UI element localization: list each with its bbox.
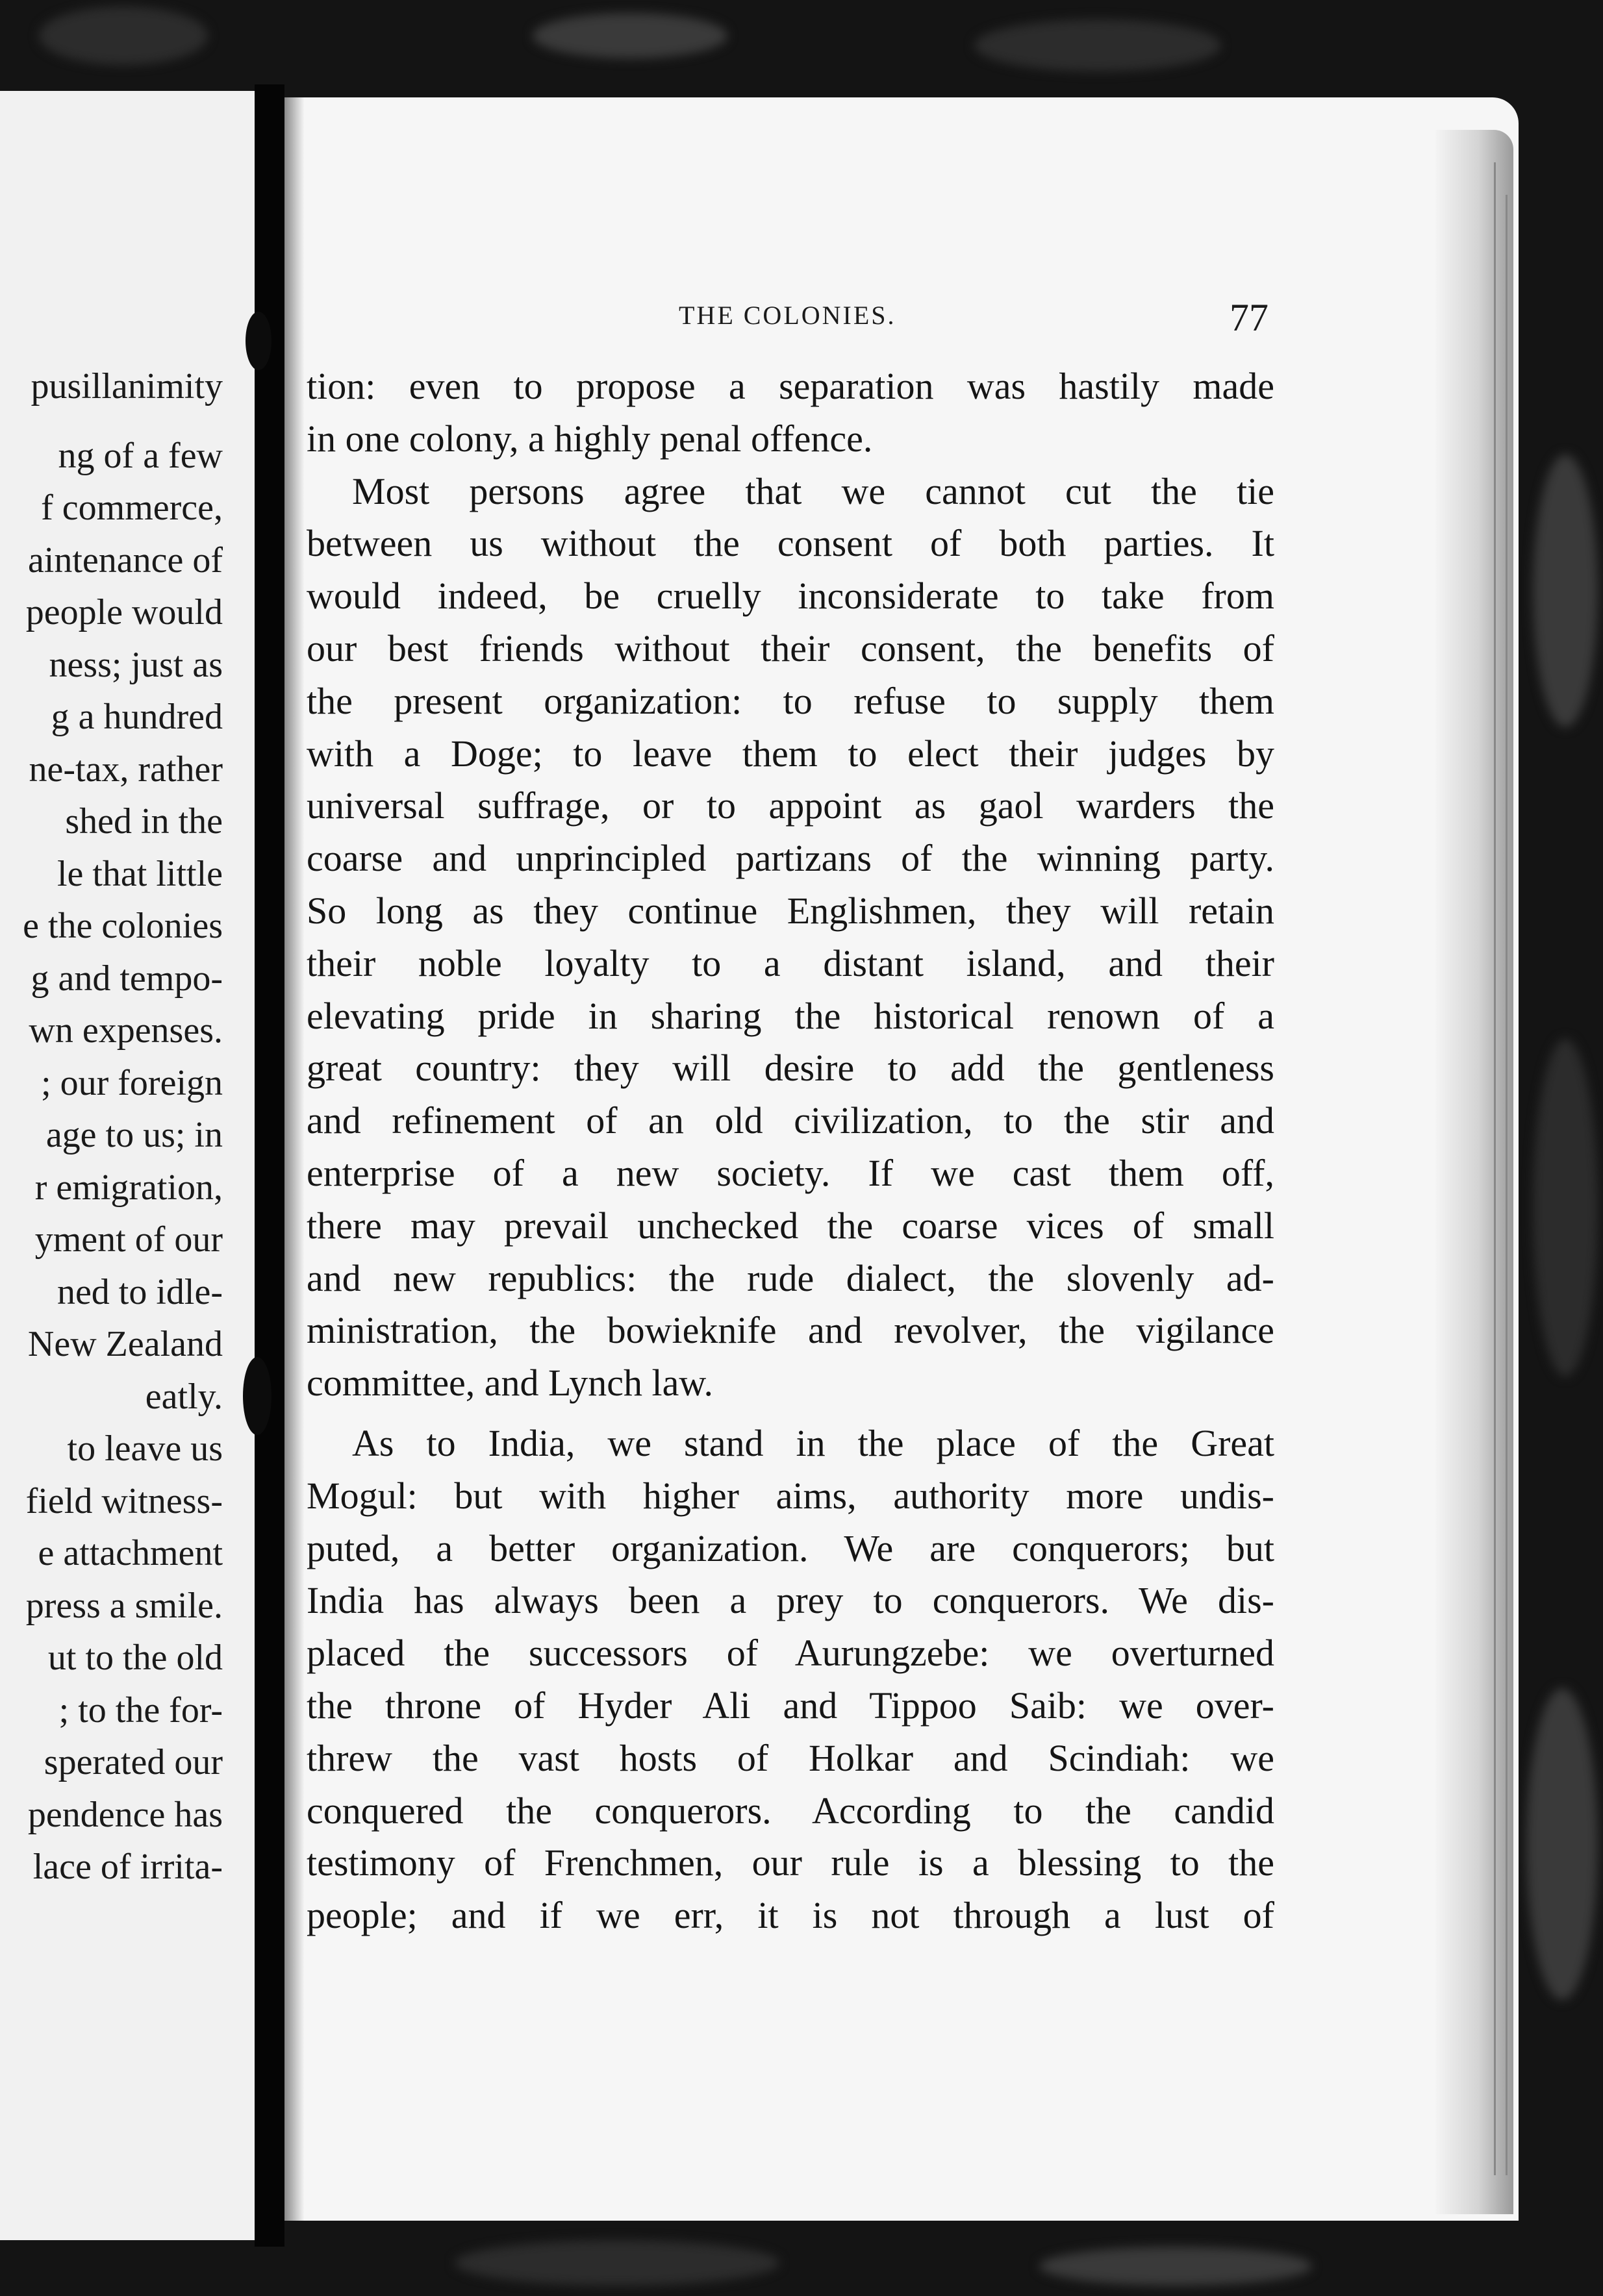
running-head: THE COLONIES. xyxy=(679,301,896,330)
left-page-line: e attachment xyxy=(38,1533,223,1573)
left-page-line: ned to idle- xyxy=(57,1271,223,1312)
left-page-line: lace of irrita- xyxy=(32,1847,223,1887)
left-page-line: pusillanimity xyxy=(31,366,223,406)
left-page-line: press a smile. xyxy=(25,1585,223,1626)
body-line: and new republics: the rude dialect, the slovenly ad- xyxy=(307,1256,1274,1299)
background-blot xyxy=(455,2240,779,2286)
page-edge xyxy=(1435,130,1513,2214)
spine-mark xyxy=(243,1357,271,1435)
left-page-line: f commerce, xyxy=(41,488,223,528)
left-page-line: g and tempo- xyxy=(31,958,223,999)
body-line: Mogul: but with higher aims, authority more undis- xyxy=(307,1474,1274,1517)
left-page-line: ; our foreign xyxy=(41,1062,223,1103)
left-page-line: sperated our xyxy=(44,1742,223,1782)
left-page-line: le that little xyxy=(57,853,223,894)
book-gutter xyxy=(255,84,284,2247)
body-line: conquered the conquerors. According to the candid xyxy=(307,1789,1274,1832)
left-page-line: New Zealand xyxy=(27,1324,223,1364)
left-page-line: shed in the xyxy=(65,801,223,842)
left-page-line: ng of a few xyxy=(58,435,223,476)
body-line: our best friends without their consent, the benefits of xyxy=(307,627,1274,669)
left-page-line: pendence has xyxy=(27,1794,223,1835)
body-line: would indeed, be cruelly inconsiderate to take from xyxy=(307,575,1274,618)
body-line: coarse and unprincipled partizans of the winning party. xyxy=(307,837,1274,880)
left-page-line: ness; just as xyxy=(49,644,223,685)
body-line: puted, a better organization. We are conquerors; but xyxy=(307,1527,1274,1569)
left-page-line: ut to the old xyxy=(47,1638,223,1678)
left-page-line: field witness- xyxy=(25,1480,223,1521)
body-line: committee, and Lynch law. xyxy=(307,1362,713,1404)
left-page-line: g a hundred xyxy=(51,697,223,737)
page-number: 77 xyxy=(1230,296,1269,339)
left-page-line: ne-tax, rather xyxy=(29,749,223,790)
body-line: So long as they continue Englishmen, they will retain xyxy=(307,889,1274,932)
body-line: Most persons agree that we cannot cut the tie xyxy=(352,469,1274,512)
left-page-line: aintenance of xyxy=(27,540,223,580)
left-facing-page xyxy=(0,91,263,2240)
left-page-line: eatly. xyxy=(145,1376,223,1417)
background-blot xyxy=(1533,1039,1598,1377)
left-page-line: age to us; in xyxy=(45,1115,223,1155)
body-line: the present organization: to refuse to supply them xyxy=(307,679,1274,722)
left-page-line: people would xyxy=(25,592,223,632)
page-edge-line xyxy=(1494,162,1496,2175)
body-line: testimony of Frenchmen, our rule is a blessing to the xyxy=(307,1841,1274,1884)
body-line: placed the successors of Aurungzebe: we overturned xyxy=(307,1632,1274,1675)
page-edge-line xyxy=(1506,195,1508,2175)
body-line: in one colony, a highly penal offence. xyxy=(307,417,873,460)
spine-mark xyxy=(246,312,271,370)
left-page-line: yment of our xyxy=(34,1219,223,1260)
body-line: their noble loyalty to a distant island, and their xyxy=(307,942,1274,984)
left-page-text xyxy=(0,360,223,1893)
body-line: India has always been a prey to conquerors. We dis- xyxy=(307,1579,1274,1622)
body-line: the throne of Hyder Ali and Tippoo Saib: we over- xyxy=(307,1684,1274,1727)
body-line: there may prevail unchecked the coarse vices of small xyxy=(307,1204,1274,1247)
body-line: elevating pride in sharing the historical renown of a xyxy=(307,994,1274,1037)
body-line: great country: they will desire to add the gentleness xyxy=(307,1047,1274,1090)
background-blot xyxy=(1039,2247,1312,2286)
background-blot xyxy=(974,19,1221,71)
body-line: As to India, we stand in the place of the Great xyxy=(352,1421,1274,1464)
left-page-line: ; to the for- xyxy=(58,1690,223,1730)
left-page-line: e the colonies xyxy=(23,906,223,946)
background-blot xyxy=(533,13,727,58)
body-line: ministration, the bowieknife and revolver, the vigilance xyxy=(307,1309,1274,1352)
body-line: with a Doge; to leave them to elect their judges by xyxy=(307,732,1274,775)
gutter-shadow xyxy=(284,97,304,2221)
left-page-line: wn expenses. xyxy=(29,1010,223,1051)
body-line: universal suffrage, or to appoint as gaol warders the xyxy=(307,784,1274,827)
body-text xyxy=(307,360,1274,1942)
left-page-line: to leave us xyxy=(67,1429,223,1469)
background-blot xyxy=(1533,455,1598,727)
body-line: between us without the consent of both parties. It xyxy=(307,522,1274,565)
body-line: threw the vast hosts of Holkar and Scindiah: we xyxy=(307,1736,1274,1779)
body-line: and refinement of an old civilization, to the stir and xyxy=(307,1099,1274,1142)
body-line: tion: even to propose a separation was hastily made xyxy=(307,365,1274,407)
left-page-line: r emigration, xyxy=(34,1167,223,1208)
body-line: people; and if we err, it is not through a lust of xyxy=(307,1894,1274,1937)
background-blot xyxy=(39,6,208,65)
background-blot xyxy=(1526,1688,1598,2000)
body-line: enterprise of a new society. If we cast them off, xyxy=(307,1151,1274,1194)
